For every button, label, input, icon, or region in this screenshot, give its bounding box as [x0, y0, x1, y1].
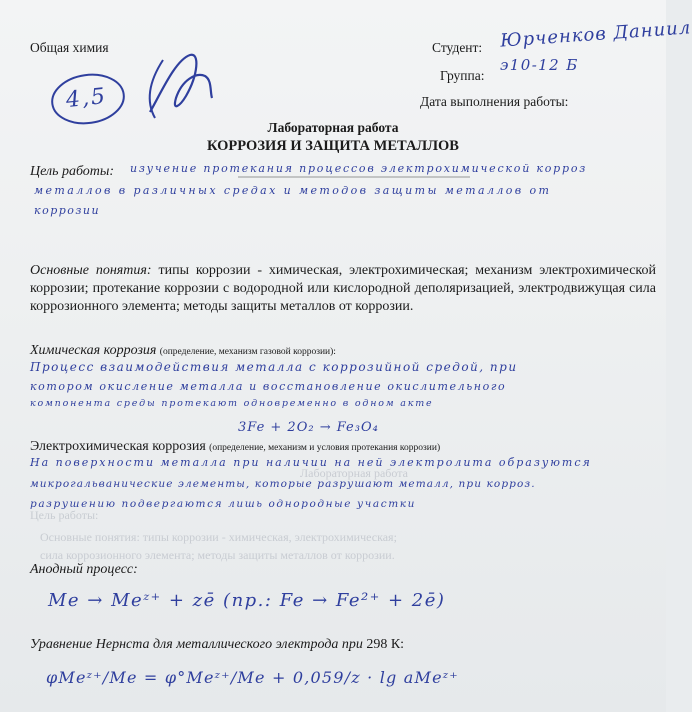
electrochemical-heading-label: Электрохимическая коррозия — [30, 439, 206, 454]
concepts-paragraph — [30, 262, 656, 316]
bleed-through-text: Основные понятия: типы коррозии - химическая, электрохимическая; — [40, 530, 397, 544]
nernst-equation: φMeᶻ⁺/Me = φ°Meᶻ⁺/Me + 0,059/z · lg aMeᶻ⁺ — [46, 668, 459, 687]
group-label: Группа: — [440, 68, 485, 83]
bleed-through-text: сила коррозионного элемента; методы защиты металлов от коррозии. — [40, 548, 395, 562]
electrochemical-heading-note: (определение, механизм и условия протекания коррозии) — [209, 443, 441, 453]
chemical-line-2: котором окисление металла и восстановление окислительного — [30, 380, 507, 393]
concepts-text: типы коррозии - химическая, электрохимическая; механизм электрохимической коррозии; протекание коррозии с водородной или кислородной деполяризацией, электродвижущая сила коррозионного элемента; методы защиты металлов от коррозии. — [30, 263, 656, 314]
anodic-equation: Me → Meᶻ⁺ + zē (пр.: Fe → Fe²⁺ + 2ē) — [48, 590, 446, 611]
concepts-label: Основные понятия: — [30, 263, 152, 278]
goal-line-1: изучение протекания процессов электрохимической корроз — [130, 162, 588, 175]
teacher-signature — [150, 55, 212, 112]
goal-line-3: коррозии — [34, 204, 101, 217]
chemical-heading-note: (определение, механизм газовой коррозии): — [159, 347, 336, 357]
electrochemical-heading — [30, 438, 440, 455]
group-value: э10-12 Б — [500, 56, 579, 74]
page-subtitle: Лабораторная работа — [267, 120, 399, 135]
electrochemical-line-1: На поверхности металла при наличии на ней электролита образуются — [30, 456, 592, 469]
electrochemical-line-2: микрогальванические элементы, которые разрушают металл, при корроз. — [30, 478, 536, 490]
chemical-line-1: Процесс взаимодействия металла с коррозийной средой, при — [30, 360, 518, 374]
chemical-line-3: компонента среды протекают одновременно в одном акте — [30, 398, 434, 409]
date-label: Дата выполнения работы: — [420, 94, 569, 109]
chemical-heading — [30, 342, 336, 359]
chemical-heading-label: Химическая коррозия — [30, 343, 157, 358]
anodic-label: Анодный процесс: — [30, 562, 138, 577]
electrochemical-line-3: разрушению подвергаются лишь однородные участки — [30, 498, 416, 510]
student-label: Студент: — [432, 40, 483, 55]
nernst-label — [30, 636, 404, 653]
chemical-equation: 3Fe + 2O₂ → Fe₃O₄ — [238, 420, 379, 435]
subject-label: Общая химия — [30, 40, 109, 55]
bleed-through-text: Цель работы: — [30, 508, 99, 522]
goal-label: Цель работы: — [30, 164, 115, 179]
goal-line-2: металлов в различных средах и методов защиты металлов от — [34, 184, 552, 197]
signature-tail — [150, 60, 163, 118]
page-title: КОРРОЗИЯ И ЗАЩИТА МЕТАЛЛОВ — [207, 138, 459, 154]
student-name: Юрченков Даниил — [499, 17, 692, 52]
bleed-through-text: Лабораторная работа — [300, 466, 408, 480]
nernst-temp: 298 К: — [366, 637, 405, 652]
nernst-label-text: Уравнение Нернста для металлического электрода при — [30, 637, 363, 652]
grade-value: 4,5 — [64, 83, 109, 114]
